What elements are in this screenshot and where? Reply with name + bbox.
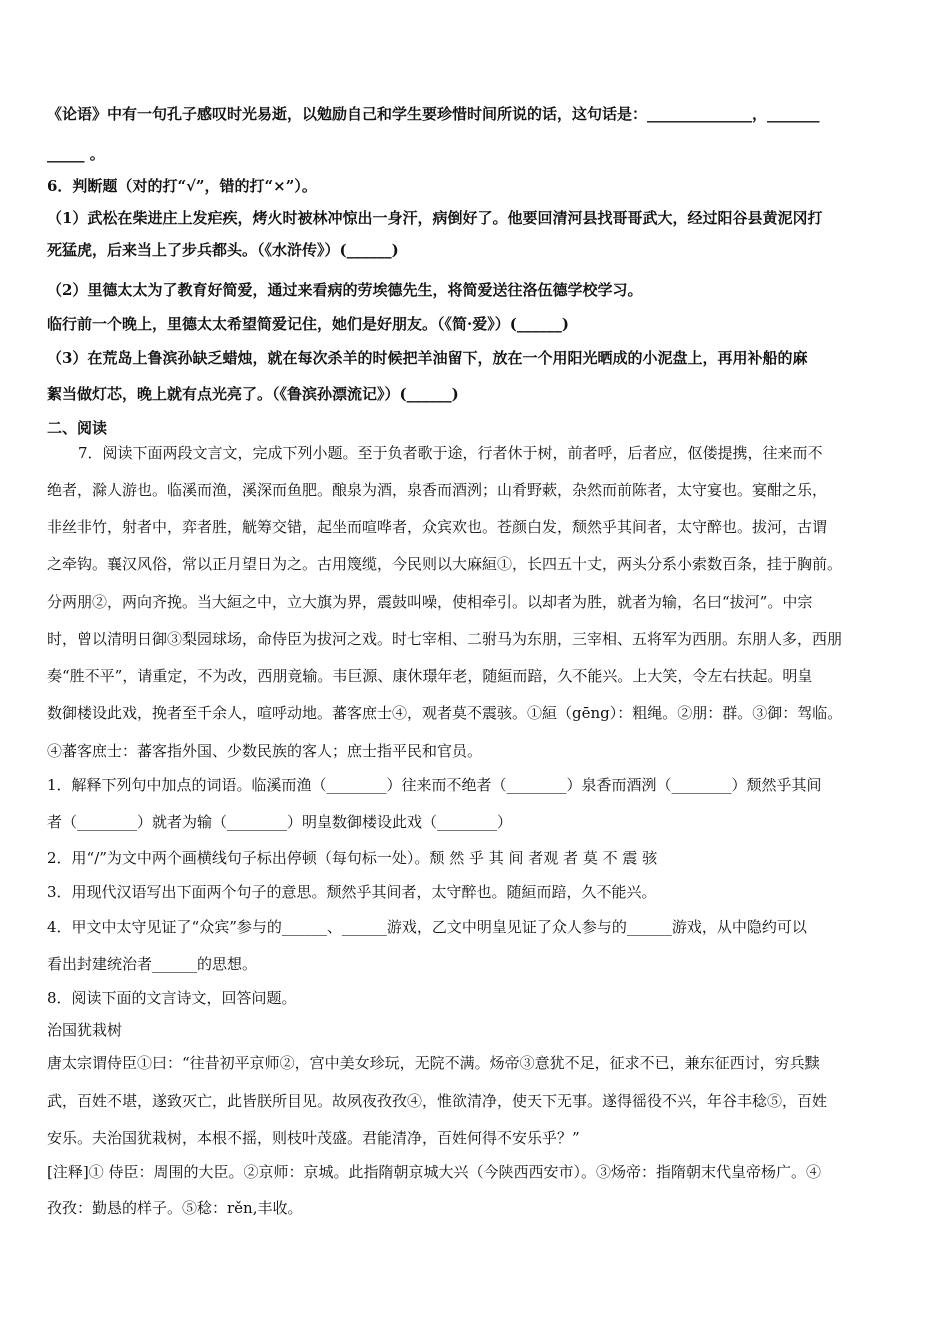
q6-item2-line2: 临行前一个晚上，里德太太希望简爱记住，她们是好朋友。（《简·爱》）(______)	[47, 315, 569, 333]
q7-sub4-line2: 看出封建统治者______的思想。	[47, 955, 258, 973]
q5-line-1: 《论语》中有一句孔子感叹时光易逝，以勉励自己和学生要珍惜时间所说的话，这句话是：______________，_______	[47, 105, 820, 123]
q7-passage-line: 奏“胜不平”，请重定，不为改，西朋竟输。韦巨源、康休璟年老，随絙而踣，久不能兴。上大笑，令左右扶起。明皇	[47, 667, 813, 685]
q6-item1-line2: 死猛虎，后来当上了步兵都头。（《水浒传》）(______)	[47, 241, 399, 259]
q8-notes-line2: 孜孜：勤恳的样子。⑤稔：rěn,丰收。	[47, 1199, 303, 1217]
q7-passage-line: 7．阅读下面两段文言文，完成下列小题。至于负者歌于途，行者休于树，前者呼，后者应，伛偻提携，往来而不	[78, 444, 823, 462]
q8-passage-line: 武，百姓不堪，遂致灭亡，此皆朕所目见。故夙夜孜孜④，惟欲清净，使天下无事。遂得徭役不兴，年谷丰稔⑤，百姓	[47, 1092, 828, 1110]
q6-item3-line2: 絮当做灯芯，晚上就有点光亮了。（《鲁滨孙漂流记》）(______)	[47, 385, 459, 403]
q7-passage-line: 非丝非竹，射者中，弈者胜，觥筹交错，起坐而喧哗者，众宾欢也。苍颜白发，颓然乎其间者，太守醉也。拔河，古谓	[47, 518, 828, 536]
q7-passage-line: 之牵钩。襄汉风俗，常以正月望日为之。古用篾缆，今民则以大麻絙①，长四五十丈，两头分系小索数百条，挂于胸前。	[47, 555, 843, 573]
q8-notes-line1: [注释]① 侍臣：周围的大臣。②京师：京城。此指隋朝京城大兴（今陕西西安市）。③炀帝：指隋朝末代皇帝杨广。④	[47, 1163, 821, 1181]
q6-item3-line1: （3）在荒岛上鲁滨孙缺乏蜡烛，就在每次杀羊的时候把羊油留下，放在一个用阳光晒成的小泥盘上，再用补船的麻	[47, 349, 808, 367]
q7-passage-line: ④蕃客庶士：蕃客指外国、少数民族的客人；庶士指平民和官员。	[47, 742, 483, 760]
q6-item1-line1: （1）武松在柴进庄上发疟疾，烤火时被林冲惊出一身汗，病倒好了。他要回清河县找哥哥武大，经过阳谷县黄泥冈打	[47, 209, 823, 227]
q7-passage-line: 时，曾以清明日御③梨园球场，命侍臣为拔河之戏。时七宰相、二驸马为东朋，三宰相、五将军为西朋。东朋人多，西朋	[47, 630, 843, 648]
q7-sub3: 3．用现代汉语写出下面两个句子的意思。颓然乎其间者，太守醉也。随絙而踣，久不能兴。	[47, 883, 657, 901]
q5-line-2: _____ 。	[47, 145, 105, 163]
q7-sub1-line2: 者（________）就者为输（________）明皇数御楼设此戏（________）	[47, 813, 513, 831]
q8-passage-heading: 治国犹栽树	[47, 1021, 123, 1039]
q7-sub1-line1: 1．解释下列句中加点的词语。临溪而渔（________）往来而不绝者（________）泉香而酒洌（________）颓然乎其间	[47, 776, 822, 794]
q8-title: 8．阅读下面的文言诗文，回答问题。	[47, 989, 297, 1007]
q7-sub4-line1: 4．甲文中太守见证了“众宾”参与的______、______游戏，乙文中明皇见证了众人参与的______游戏，从中隐约可以	[47, 918, 807, 936]
q7-passage-line: 分两朋②，两向齐挽。当大絙之中，立大旗为界，震鼓叫噪，使相牵引。以却者为胜，就者为输，名曰“拔河”。中宗	[47, 593, 813, 611]
q7-passage-line: 绝者，滁人游也。临溪而渔，溪深而鱼肥。酿泉为酒，泉香而酒洌；山肴野蔌，杂然而前陈者，太守宴也。宴酣之乐，	[47, 481, 828, 499]
q7-passage-line: 数御楼设此戏，挽者至千余人，喧呼动地。蕃客庶士④，观者莫不震骇。①絙（gēng）：粗绳。②朋：群。③御：驾临。	[47, 704, 843, 722]
q7-sub2: 2．用“/”为文中两个画横线句子标出停顿（每句标一处）。颓 然 乎 其 间 者观 者 莫 不 震 骇	[47, 849, 658, 867]
q6-item2-line1: （2）里德太太为了教育好简爱，通过来看病的劳埃德先生，将简爱送往洛伍德学校学习。	[47, 281, 643, 299]
q6-title: 6．判断题（对的打“√”，错的打“×”）。	[47, 177, 317, 195]
section-heading-reading: 二、阅读	[47, 419, 108, 437]
q8-passage-line: 安乐。夫治国犹栽树，本根不摇，则枝叶茂盛。君能清净，百姓何得不安乐乎？”	[47, 1129, 580, 1147]
q8-passage-line: 唐太宗谓侍臣①曰：“往昔初平京师②，宫中美女珍玩，无院不满。炀帝③意犹不足，征求不已，兼东征西讨，穷兵黩	[47, 1054, 820, 1072]
